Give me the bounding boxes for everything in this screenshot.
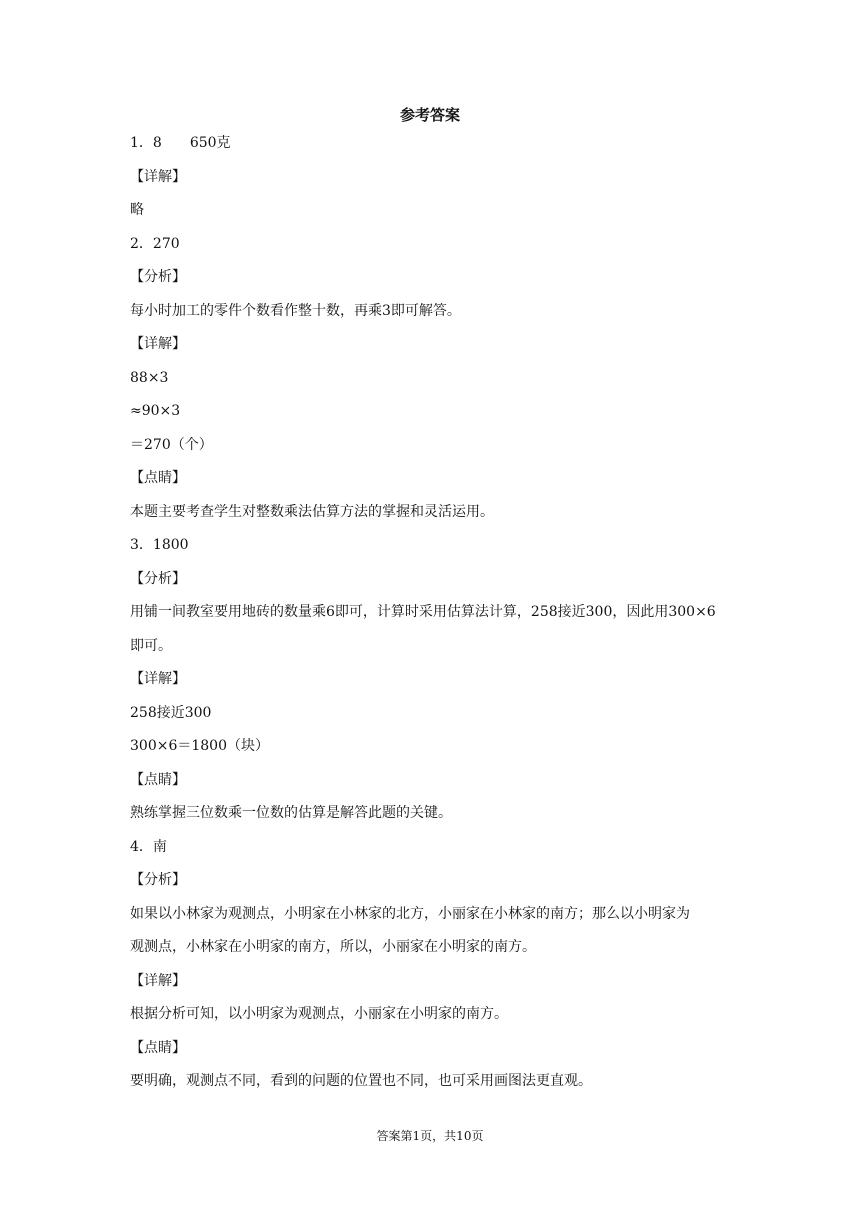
- detail-text: 略: [130, 202, 144, 218]
- analysis-heading: 【分析】: [130, 269, 186, 285]
- analysis-heading: 【分析】: [130, 872, 186, 888]
- detail-text: 根据分析可知，以小明家为观测点，小丽家在小明家的南方。: [130, 1006, 508, 1022]
- comment-heading: 【点睛】: [130, 470, 186, 486]
- comment-heading: 【点睛】: [130, 771, 186, 788]
- calc-line: 300×6＝1800（块）: [130, 738, 269, 754]
- answer-3: 3．1800: [130, 537, 189, 553]
- detail-heading: 【详解】: [130, 671, 186, 687]
- calc-line: ＝270（个）: [130, 436, 213, 453]
- detail-heading: 【详解】: [130, 336, 186, 352]
- answer-4: 4．南: [130, 838, 167, 855]
- text-line: 即可。: [130, 637, 172, 654]
- analysis-text: [130, 601, 735, 657]
- answer-1: 1．8 650克: [130, 135, 231, 151]
- calc-line: 88×3: [130, 369, 169, 386]
- detail-heading: 【详解】: [130, 972, 186, 989]
- comment-text: 本题主要考查学生对整数乘法估算方法的掌握和灵活运用。: [130, 503, 494, 520]
- answer-content: [130, 132, 735, 1104]
- page-title: 参考答案: [399, 106, 460, 124]
- text-line: 观测点，小林家在小明家的南方，所以，小丽家在小明家的南方。: [130, 939, 536, 955]
- page-footer: 答案第1页，共10页: [376, 1129, 484, 1143]
- comment-text: 要明确，观测点不同，看到的问题的位置也不同，也可采用画图法更直观。: [130, 1073, 592, 1089]
- comment-heading: 【点睛】: [130, 1039, 186, 1056]
- text-line: 用铺一间教室要用地砖的数量乘6即可，计算时采用估算法计算，258接近300，因此用300×6: [130, 604, 716, 620]
- calc-line: ≈90×3: [130, 403, 181, 419]
- answer-2: 2．270: [130, 235, 180, 252]
- calc-line: 258接近300: [130, 704, 212, 721]
- detail-heading: 【详解】: [130, 168, 186, 185]
- comment-text: 熟练掌握三位数乘一位数的估算是解答此题的关键。: [130, 805, 452, 821]
- analysis-text: [130, 903, 735, 959]
- analysis-text: 每小时加工的零件个数看作整十数，再乘3即可解答。: [130, 302, 461, 319]
- text-line: 如果以小林家为观测点，小明家在小林家的北方，小丽家在小林家的南方；那么以小明家为: [130, 905, 690, 922]
- analysis-heading: 【分析】: [130, 570, 186, 587]
